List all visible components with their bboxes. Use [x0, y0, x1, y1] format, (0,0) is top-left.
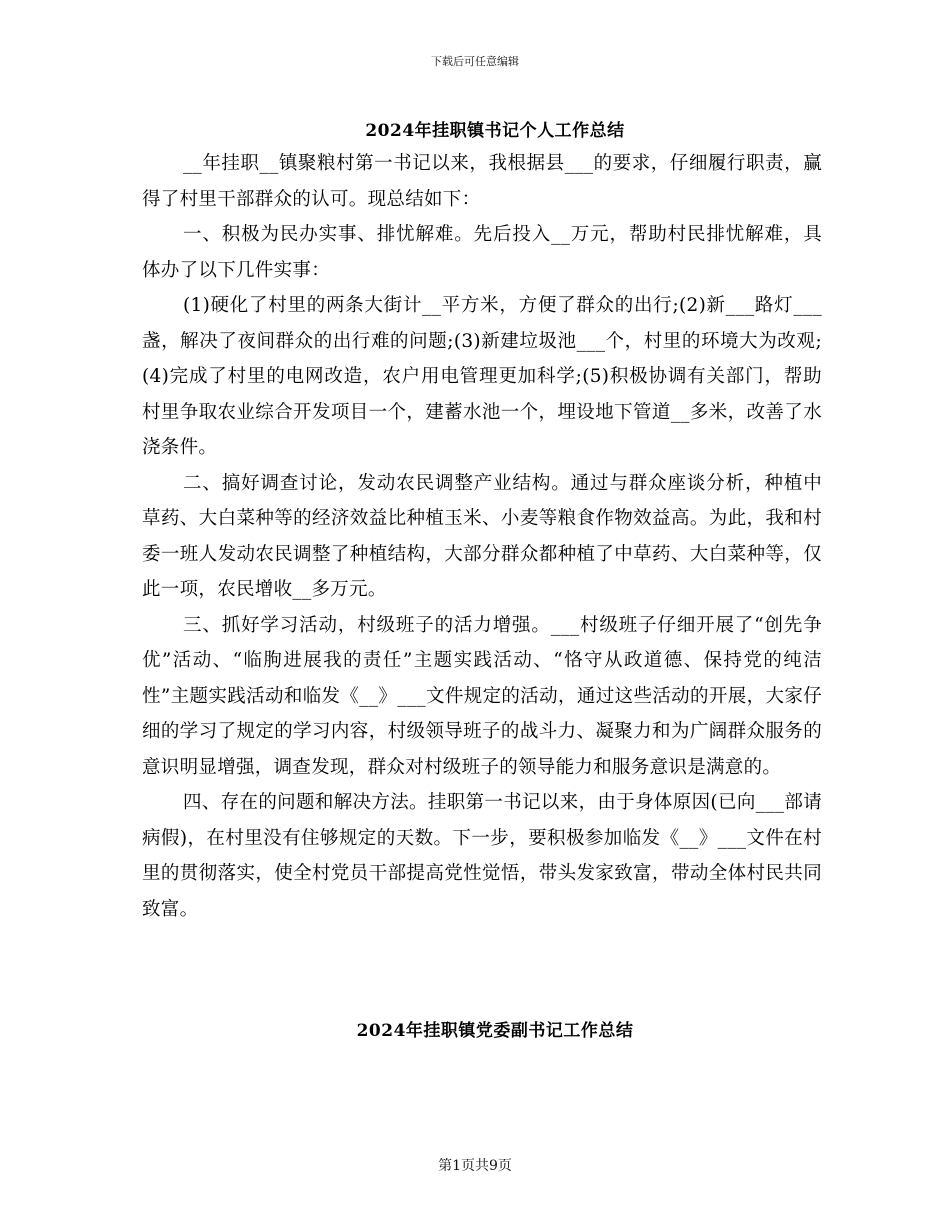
paragraph-intro: __年挂职__镇聚粮村第一书记以来，我根据县___的要求，仔细履行职责，赢得了村里干部群众的认可。现总结如下： — [142, 153, 822, 210]
paragraph-section-1: 一、积极为民办实事、排忧解难。先后投入__万元，帮助村民排忧解难，具体办了以下几件实事： — [142, 224, 822, 281]
paragraph-section-1-items: (1)硬化了村里的两条大街计__平方米，方便了群众的出行;(2)新___路灯___盏，解决了夜间群众的出行难的问题;(3)新建垃圾池___个，村里的环境大为改观;(4)完成了村里的电网改造，农户用电管理更加科学;(5)积极协调有关部门，帮助村里争取农业综合开发项目一个，建蓄水池一个，埋设地下管道__多米，改善了水浇条件。 — [142, 295, 822, 458]
paragraph-section-4: 四、存在的问题和解决方法。挂职第一书记以来，由于身体原因(已向___部请病假)，在村里没有住够规定的天数。下一步，要积极参加临发《__》___文件在村里的贯彻落实，使全村党员干部提高党性觉悟，带头发家致富，带动全体村民共同致富。 — [142, 792, 822, 920]
document-body — [142, 146, 822, 927]
page-number: 第1页共9页 — [438, 1158, 512, 1174]
paragraph-section-3: 三、抓好学习活动，村级班子的活力增强。___村级班子仔细开展了“创先争优”活动、“临朐进展我的责任”主题实践活动、“恪守从政道德、保持党的纯洁性”主题实践活动和临发《__》___文件规定的活动，通过这些活动的开展，大家仔细的学习了规定的学习内容，村级领导班子的战斗力、凝聚力和为广阔群众服务的意识明显增强，调查发现，群众对村级班子的领导能力和服务意识是满意的。 — [142, 614, 822, 778]
next-document-title: 2024年挂职镇党委副书记工作总结 — [356, 1021, 634, 1041]
paragraph-section-2: 二、搞好调查讨论，发动农民调整产业结构。通过与群众座谈分析，种植中草药、大白菜种等的经济效益比种植玉米、小麦等粮食作物效益高。为此，我和村委一班人发动农民调整了种植结构，大部分群众都种植了中草药、大白菜种等，仅此一项，农民增收__多万元。 — [142, 472, 822, 600]
download-note: 下载后可任意编辑 — [431, 55, 519, 68]
document-title: 2024年挂职镇书记个人工作总结 — [365, 121, 625, 141]
